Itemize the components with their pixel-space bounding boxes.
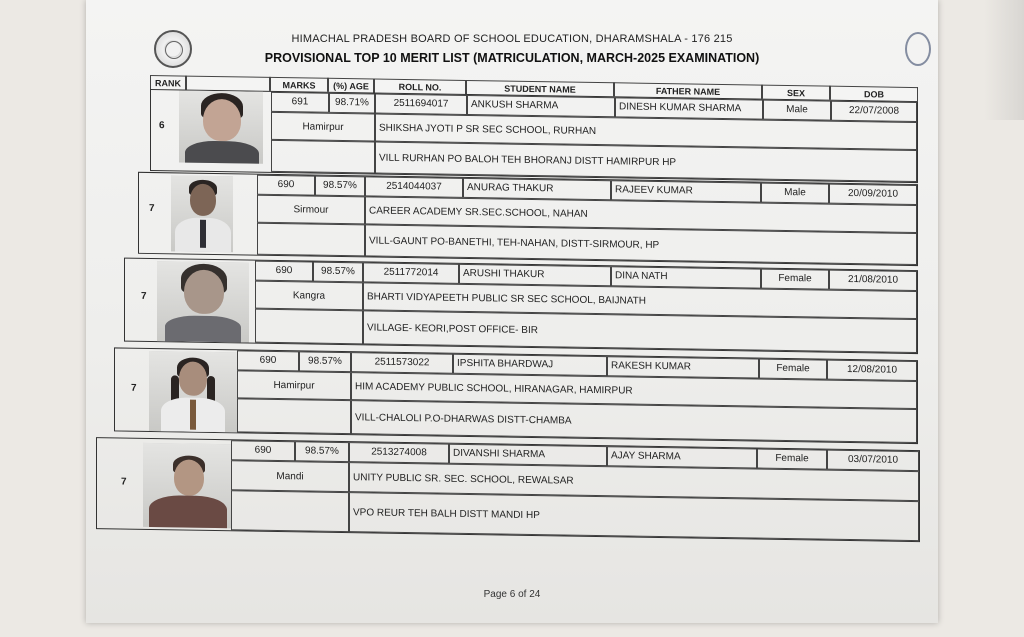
- col-rank: RANK: [150, 75, 186, 90]
- roll-value: 2511694017: [375, 94, 467, 115]
- school-value: HIM ACADEMY PUBLIC SCHOOL, HIRANAGAR, HAMIRPUR: [351, 372, 917, 409]
- marks-value: 690: [231, 440, 295, 461]
- father-name-value: DINESH KUMAR SHARMA: [615, 97, 763, 119]
- percent-value: 98.57%: [299, 351, 351, 372]
- percent-value: 98.71%: [329, 93, 375, 114]
- rank-value: 7: [149, 202, 155, 215]
- school-value: SHIKSHA JYOTI P SR SEC SCHOOL, RURHAN: [375, 114, 917, 151]
- sex-value: Male: [763, 100, 831, 121]
- school-value: UNITY PUBLIC SR. SEC. SCHOOL, REWALSAR: [349, 462, 919, 501]
- dob-value: 12/08/2010: [827, 360, 917, 381]
- col-photo-blank: [186, 76, 270, 91]
- district-value: Mandi: [231, 460, 349, 492]
- rank-value: 7: [141, 290, 147, 302]
- percent-value: 98.57%: [315, 176, 365, 197]
- sex-value: Female: [757, 449, 827, 470]
- student-name-value: ARUSHI THAKUR: [459, 264, 611, 286]
- table-row: [96, 437, 920, 542]
- col-marks: MARKS: [270, 77, 328, 92]
- blank-cell: [255, 309, 363, 345]
- school-value: CAREER ACADEMY SR.SEC.SCHOOL, NAHAN: [365, 196, 917, 233]
- col-dob: DOB: [830, 86, 918, 101]
- district-value: Kangra: [255, 281, 363, 311]
- table-row: [138, 172, 918, 266]
- student-photo: [179, 90, 263, 163]
- address-value: VILL RURHAN PO BALOH TEH BHORANJ DISTT HAMIRPUR HP: [375, 142, 917, 183]
- marks-value: 691: [271, 92, 329, 113]
- district-value: Hamirpur: [271, 112, 375, 142]
- col-father-name: FATHER NAME: [614, 82, 762, 98]
- student-photo: [171, 175, 233, 252]
- rank-value: 7: [121, 476, 127, 488]
- student-name-value: IPSHITA BHARDWAJ: [453, 354, 607, 376]
- col-age: (%) AGE: [328, 78, 374, 93]
- student-photo: [157, 261, 249, 342]
- student-name-value: DIVANSHI SHARMA: [449, 444, 607, 466]
- address-value: VILL-CHALOLI P.O-DHARWAS DISTT-CHAMBA: [351, 400, 917, 443]
- blank-cell: [237, 398, 351, 434]
- roll-value: 2514044037: [365, 176, 463, 198]
- sex-value: Female: [759, 359, 827, 380]
- table-row: [150, 89, 918, 183]
- blank-cell: [257, 223, 365, 257]
- address-value: VILLAGE- KEORI,POST OFFICE- BIR: [363, 310, 917, 353]
- student-photo: [149, 351, 237, 432]
- dob-value: 22/07/2008: [831, 101, 917, 122]
- rank-value: 6: [159, 120, 165, 132]
- address-value: VPO REUR TEH BALH DISTT MANDI HP: [349, 492, 919, 541]
- dob-value: 21/08/2010: [829, 270, 917, 291]
- sex-value: Male: [761, 183, 829, 204]
- table-row: [124, 258, 918, 354]
- district-value: Sirmour: [257, 195, 365, 225]
- rank-value: 7: [131, 382, 137, 394]
- dob-value: 20/09/2010: [829, 184, 917, 205]
- student-name-value: ANURAG THAKUR: [463, 178, 611, 200]
- sex-value: Female: [761, 269, 829, 290]
- father-name-value: DINA NATH: [611, 266, 761, 288]
- table-row: [114, 347, 918, 444]
- dob-value: 03/07/2010: [827, 450, 919, 471]
- merit-list-title: PROVISIONAL TOP 10 MERIT LIST (MATRICULATION, MARCH-2025 EXAMINATION): [264, 51, 760, 65]
- address-value: VILL-GAUNT PO-BANETHI, TEH-NAHAN, DISTT-SIRMOUR, HP: [365, 224, 917, 265]
- blank-cell: [231, 490, 349, 532]
- marks-value: 690: [237, 350, 299, 371]
- student-photo: [143, 443, 231, 528]
- district-value: Hamirpur: [237, 370, 351, 400]
- roll-value: 2513274008: [349, 442, 449, 464]
- school-value: BHARTI VIDYAPEETH PUBLIC SR SEC SCHOOL, BAIJNATH: [363, 282, 917, 319]
- father-name-value: RAKESH KUMAR: [607, 356, 759, 378]
- father-name-value: AJAY SHARMA: [607, 446, 757, 468]
- col-student-name: STUDENT NAME: [466, 80, 614, 96]
- page-number: Page 6 of 24: [483, 589, 541, 600]
- marks-value: 690: [257, 175, 315, 196]
- percent-value: 98.57%: [313, 262, 363, 283]
- board-name: HIMACHAL PRADESH BOARD OF SCHOOL EDUCATION, DHARAMSHALA - 176 215: [291, 33, 733, 45]
- col-sex: SEX: [762, 85, 830, 100]
- father-name-value: RAJEEV KUMAR: [611, 180, 761, 202]
- roll-value: 2511573022: [351, 352, 453, 374]
- col-roll: ROLL NO.: [374, 79, 466, 94]
- blank-cell: [271, 140, 375, 174]
- percent-value: 98.57%: [295, 441, 349, 462]
- marks-value: 690: [255, 261, 313, 282]
- roll-value: 2511772014: [363, 262, 459, 284]
- student-name-value: ANKUSH SHARMA: [467, 95, 615, 117]
